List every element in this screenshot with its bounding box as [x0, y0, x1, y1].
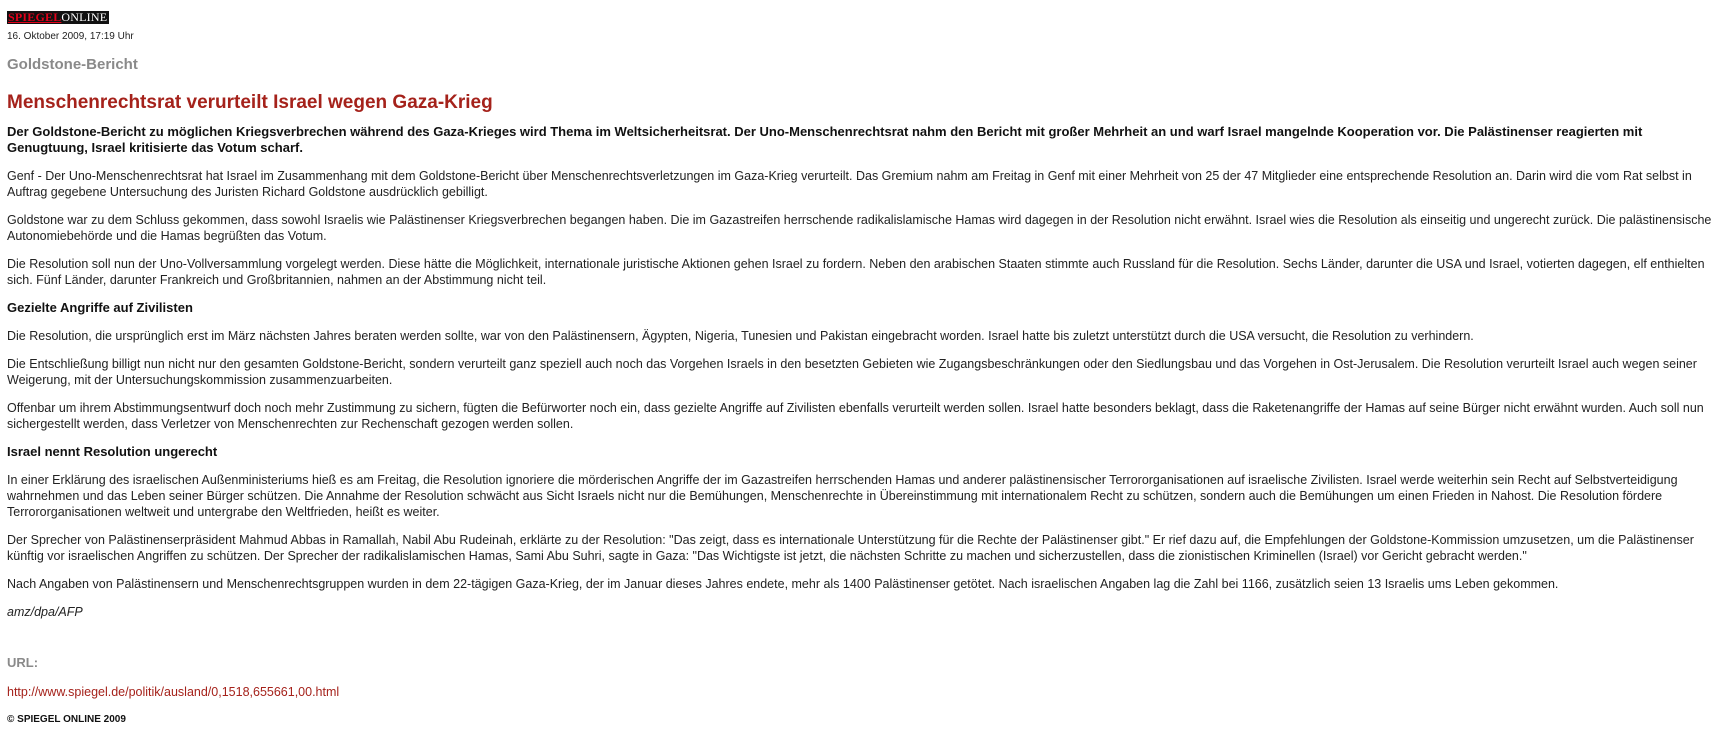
- article-paragraph-2: Goldstone war zu dem Schluss gekommen, dass sowohl Israelis wie Palästinenser Kriegsverbrechen begangen haben. Die im Gazastreifen herrschende radikalislamische Hamas wird dagegen in der Resolution nicht erwähnt. Israel wies die Resolution als einseitig und ungerecht zurück. Die palästinensische Autonomiebehörde und die Hamas begrüßten das Votum.: [7, 213, 1712, 243]
- article-dateline: 16. Oktober 2009, 17:19 Uhr: [7, 31, 134, 42]
- spiegel-online-logo: [7, 11, 109, 24]
- article-kicker: Goldstone-Bericht: [7, 56, 138, 73]
- article-lead: Der Goldstone-Bericht zu möglichen Kriegsverbrechen während des Gaza-Krieges wird Thema im Weltsicherheitsrat. Der Uno-Menschenrechtsrat nahm den Bericht mit großer Mehrheit an und warf Israel mangelnde Kooperation vor. Die Palästinenser reagierten mit Genugtuung, Israel kritisierte das Votum scharf.: [7, 124, 1643, 155]
- article-headline: Menschenrechtsrat verurteilt Israel wegen Gaza-Krieg: [7, 92, 493, 113]
- copyright-notice: © SPIEGEL ONLINE 2009: [7, 714, 126, 725]
- article-subheading-2: Israel nennt Resolution ungerecht: [7, 444, 218, 459]
- article-paragraph-6: Offenbar um ihrem Abstimmungsentwurf doch noch mehr Zustimmung zu sichern, fügten die Befürworter noch ein, dass gezielte Angriffe auf Zivilisten ebenfalls verurteilt werden sollen. Israel hatte besonders beklagt, dass die Raketenangriffe der Hamas auf seine Bürger nicht erwähnt wurden. Auch soll nun sichergestellt werden, dass Verletzer von Menschenrechten zur Rechenschaft gezogen werden sollen.: [7, 401, 1704, 431]
- article-paragraph-3: Die Resolution soll nun der Uno-Vollversammlung vorgelegt werden. Diese hätte die Möglichkeit, internationale juristische Aktionen gehen Israel zu fordern. Neben den arabischen Staaten stimmte auch Russland für die Resolution. Sechs Länder, darunter die USA und Israel, votierten dagegen, elf enthielten sich. Fünf Länder, darunter Frankreich und Großbritannien, nahmen an der Abstimmung nicht teil.: [7, 257, 1705, 287]
- article-subheading-1: Gezielte Angriffe auf Zivilisten: [7, 300, 193, 315]
- article-source-credit: amz/dpa/AFP: [7, 605, 83, 619]
- article-paragraph-4: Die Resolution, die ursprünglich erst im März nächsten Jahres beraten werden sollte, war von den Palästinensern, Ägypten, Nigeria, Tunesien und Pakistan eingebracht worden. Israel hatte bis zuletzt unterstützt durch die USA versucht, die Resolution zu verhindern.: [7, 329, 1474, 343]
- print-page: [7, 8, 1712, 726]
- article-paragraph-5: Die Entschließung billigt nun nicht nur den gesamten Goldstone-Bericht, sondern verurteilt ganz speziell auch noch das Vorgehen Israels in den besetzten Gebieten wie Zugangsbeschränkungen oder den Siedlungsbau und das Vorgehen in Ost-Jerusalem. Die Resolution verurteilt Israel auch wegen seiner Weigerung, mit der Untersuchungskommission zusammenzuarbeiten.: [7, 357, 1697, 387]
- url-label: URL:: [7, 655, 39, 670]
- logo-brand: SPIEGEL: [8, 10, 62, 24]
- article-paragraph-1: Genf - Der Uno-Menschenrechtsrat hat Israel im Zusammenhang mit dem Goldstone-Bericht über Menschenrechtsverletzungen im Gaza-Krieg verurteilt. Das Gremium nahm am Freitag in Genf mit einer Mehrheit von 25 der 47 Mitglieder eine entsprechende Resolution an. Darin wird die vom Rat selbst in Auftrag gegebene Untersuchung des Juristen Richard Goldstone ausdrücklich gebilligt.: [7, 169, 1692, 199]
- logo-suffix: ONLINE: [61, 10, 108, 24]
- article-paragraph-7: In einer Erklärung des israelischen Außenministeriums hieß es am Freitag, die Resolution ignoriere die mörderischen Angriffe der im Gazastreifen herrschenden Hamas und anderer palästinensischer Terrororganisationen auf israelische Zivilisten. Israel werde weiterhin sein Recht auf Selbstverteidigung wahrnehmen und das Leben seiner Bürger schützen. Die Annahme der Resolution schwächt aus Sicht Israels nicht nur die Bemühungen, Menschenrechte in Übereinstimmung mit internationalem Recht zu schützen, sondern auch die Bemühungen um einen Frieden in Nahost. Die Resolution fördere Terrororganisationen weltweit und untergrabe den Weltfrieden, heißt es weiter.: [7, 473, 1678, 519]
- article-paragraph-9: Nach Angaben von Palästinensern und Menschenrechtsgruppen wurden in dem 22-tägigen Gaza-Krieg, der im Januar dieses Jahres endete, mehr als 1400 Palästinenser getötet. Nach israelischen Angaben lag die Zahl bei 1166, zusätzlich seien 13 Israelis ums Leben gekommen.: [7, 577, 1559, 591]
- article-paragraph-8: Der Sprecher von Palästinenserpräsident Mahmud Abbas in Ramallah, Nabil Abu Rudeinah, erklärte zu der Resolution: "Das zeigt, dass es internationale Unterstützung für die Rechte der Palästinenser gibt." Er rief dazu auf, die Empfehlungen der Goldstone-Kommission umzusetzen, um die Palästinenser künftig vor israelischen Angriffen zu schützen. Der Sprecher der radikalislamischen Hamas, Sami Abu Suhri, sagte in Gaza: "Das Wichtigste ist jetzt, die nächsten Schritte zu machen und sicherzustellen, dass die zionistischen Kriminellen (Israel) vor Gericht gebracht werden.": [7, 533, 1694, 563]
- article-url-link[interactable]: http://www.spiegel.de/politik/ausland/0,1518,655661,00.html: [7, 685, 340, 699]
